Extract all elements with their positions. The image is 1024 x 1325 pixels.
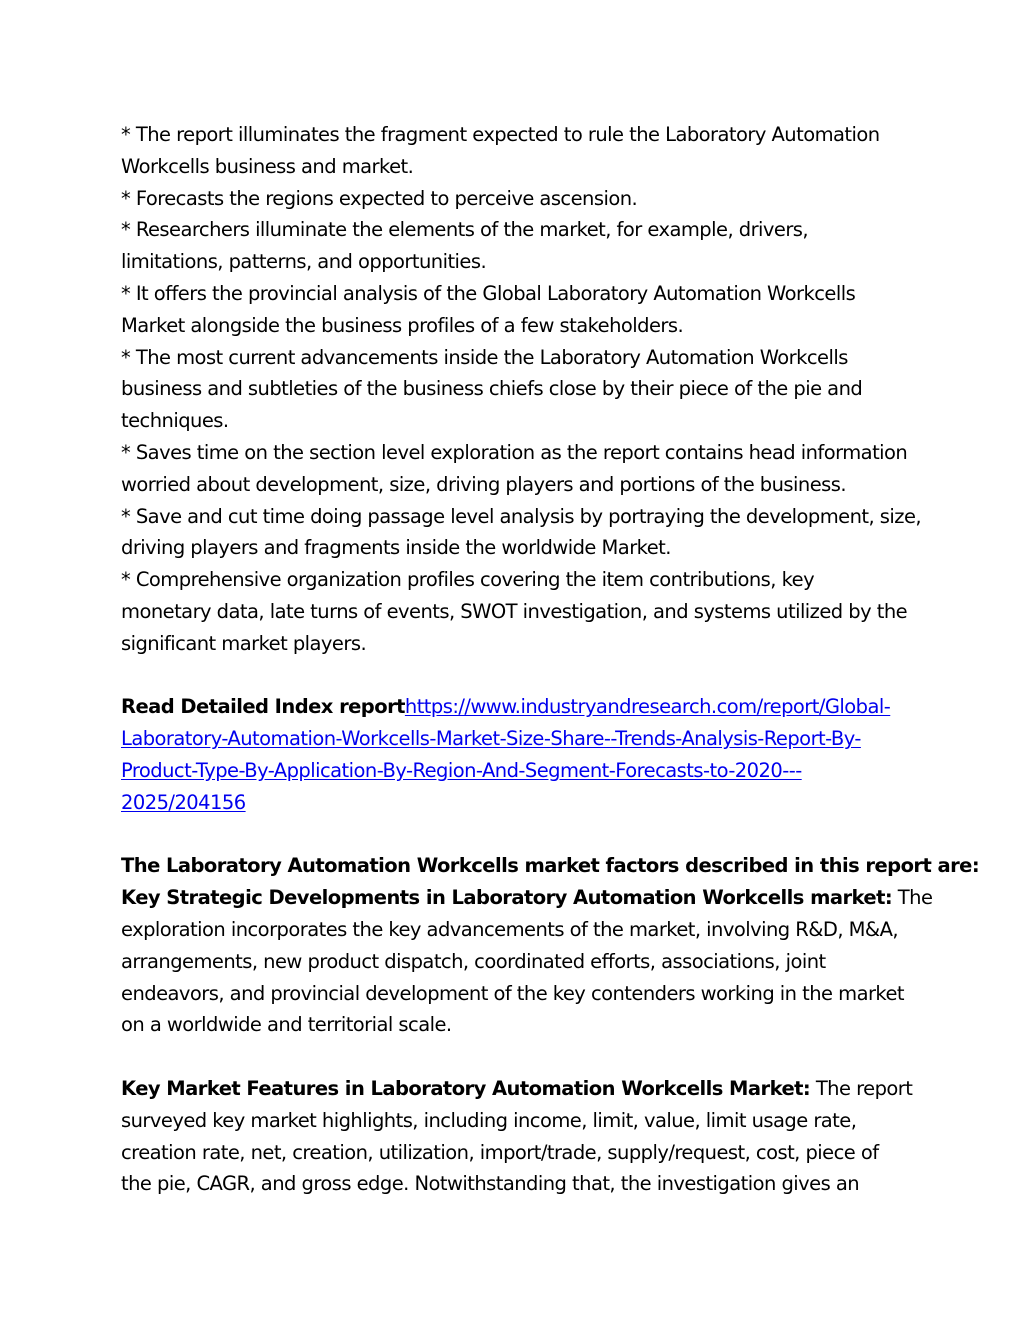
read-index-section [121,691,911,818]
bullet-list [121,119,922,660]
bullet-item [121,278,911,342]
text-line: monetary data, late turns of events, SWOT investigation, and systems utilized by the [121,599,908,623]
paragraph-spacer [121,660,911,692]
text-line: the pie, CAGR, and gross edge. Notwithstanding that, the investigation gives an [121,1172,860,1196]
text-line: * Comprehensive organization profiles covering the item contributions, key [121,568,815,592]
text-line [121,1073,911,1105]
text-line [121,882,933,914]
text-line: surveyed key market highlights, including income, limit, value, limit usage rate, [121,1108,857,1132]
text-line: significant market players. [121,631,367,655]
text-line [121,691,911,723]
text-line: Market alongside the business profiles of a few stakeholders. [121,313,684,337]
text-line: on a worldwide and territorial scale. [121,1013,452,1037]
text-line: business and subtleties of the business chiefs close by their piece of the pie and [121,377,863,401]
text-line: * The most current advancements inside the Laboratory Automation Workcells [121,345,848,369]
text-line [121,723,911,755]
text-line: * The report illuminates the fragment expected to rule the Laboratory Automation [121,123,880,146]
text-line: Workcells business and market. [121,154,414,178]
text-line: creation rate, net, creation, utilization, import/trade, supply/request, cost, piece of [121,1140,879,1164]
text-line: limitations, patterns, and opportunities. [121,250,487,274]
text-line: driving players and fragments inside the worldwide Market. [121,536,671,560]
text-line: arrangements, new product dispatch, coordinated efforts, associations, joint [121,949,826,973]
bullet-item [121,437,911,501]
bullet-item [121,183,911,215]
bullet-item [121,564,911,659]
text-line: techniques. [121,409,229,433]
report-link[interactable]: Laboratory-Automation-Workcells-Market-Size-Share--Trends-Analysis-Report-By- [121,727,861,751]
text-line: * It offers the provincial analysis of the Global Laboratory Automation Workcells [121,281,856,305]
factors-section [121,850,980,1200]
text-line [121,755,911,787]
text-line: * Forecasts the regions expected to perceive ascension. [121,186,638,210]
report-link[interactable]: https://www.industryandresearch.com/report/Global- [404,695,891,719]
report-link[interactable]: Product-Type-By-Application-By-Region-And-Segment-Forecasts-to-2020--- [121,758,802,782]
report-link[interactable]: 2025/204156 [121,790,246,814]
strategic-title: Key Strategic Developments in Laboratory Automation Workcells market: [121,886,893,910]
features-title: Key Market Features in Laboratory Automation Workcells Market: [121,1076,811,1100]
paragraph-spacer [121,1041,911,1073]
bullet-item [121,119,911,183]
text-line: worried about development, size, driving players and portions of the business. [121,472,847,496]
text-line: endeavors, and provincial development of the key contenders working in the market [121,981,905,1005]
read-index-label: Read Detailed Index report [121,695,405,719]
bullet-item [121,342,911,437]
text-line: * Researchers illuminate the elements of the market, for example, drivers, [121,218,809,242]
bullet-item [121,501,922,565]
section-heading: The Laboratory Automation Workcells market factors described in this report are: [121,854,980,878]
document-page [121,119,980,1200]
bullet-item [121,214,911,278]
text-line [121,787,911,819]
features-text-start: The report [810,1076,913,1100]
text-line: * Save and cut time doing passage level analysis by portraying the development, size, [121,504,922,528]
strategic-text-start: The [892,886,933,910]
paragraph-spacer [121,819,911,851]
text-line: exploration incorporates the key advancements of the market, involving R&D, M&A, [121,917,899,941]
text-line: * Saves time on the section level exploration as the report contains head information [121,440,908,464]
